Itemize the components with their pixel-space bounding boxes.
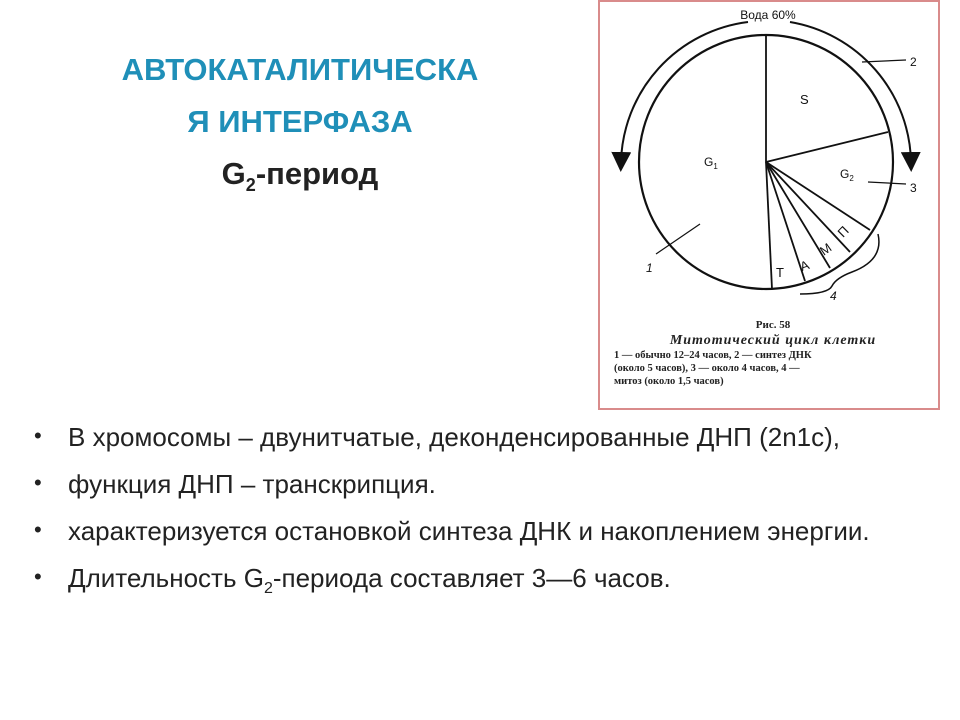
bullet-item [34, 420, 934, 455]
number-1: 1 [646, 261, 653, 275]
pointer-3 [868, 182, 906, 184]
bullet-text: характеризуется остановкой синтеза ДНК и накоплением энергии. [68, 516, 870, 546]
label-a: А [797, 257, 812, 275]
line-s-end [766, 132, 888, 162]
line-g2-end [766, 162, 870, 230]
caption-number: Рис. 58 [755, 319, 791, 331]
label-g1: $G_1$ [704, 155, 718, 171]
water-label: Вода 60% [740, 8, 796, 22]
bullet-list [34, 420, 934, 618]
caption-line-2: (около 5 часов), 3 — около 4 часов, 4 — [614, 363, 800, 374]
label-p: П [834, 222, 852, 241]
cell-cycle-figure [598, 0, 940, 410]
pointer-2 [862, 60, 906, 62]
caption-line-3: митоз (около 1,5 часов) [614, 376, 724, 387]
title-period: $G_2$-период [221, 156, 379, 196]
line-p [766, 162, 850, 252]
line-t [766, 162, 772, 289]
pointer-1 [656, 224, 700, 254]
label-m: М [816, 239, 835, 259]
bullet-text: функция ДНП – транскрипция. [68, 469, 436, 499]
label-s: S [800, 92, 809, 107]
caption-title: Митотический цикл клетки [669, 333, 877, 348]
figure-caption [614, 318, 932, 388]
bullet-text: Длительность $G_2$-периода составляет 3—6 часов. [68, 563, 671, 598]
number-4: 4 [830, 289, 837, 303]
number-3: 3 [910, 181, 917, 195]
number-2: 2 [910, 55, 917, 69]
label-g2: $G_2$ [840, 167, 854, 183]
bullet-marker: • [34, 564, 42, 589]
mitosis-brace [797, 234, 879, 294]
bullet-item [34, 467, 934, 502]
title-line-2: Я ИНТЕРФАЗА [187, 104, 413, 139]
slide-title [40, 44, 560, 211]
cell-cycle-diagram [600, 2, 942, 312]
bullet-marker: • [34, 517, 42, 542]
bullet-marker: • [34, 470, 42, 495]
bullet-item [34, 514, 934, 549]
bullet-marker: • [34, 423, 42, 448]
caption-line-1: 1 — обычно 12–24 часов, 2 — синтез ДНК [614, 350, 812, 361]
bullet-item [34, 561, 934, 606]
label-t: Т [776, 265, 784, 280]
title-line-1: АВТОКАТАЛИТИЧЕСКА [121, 52, 479, 87]
bullet-text: В хромосомы – двунитчатые, деконденсированные ДНП (2n1c), [68, 422, 841, 452]
